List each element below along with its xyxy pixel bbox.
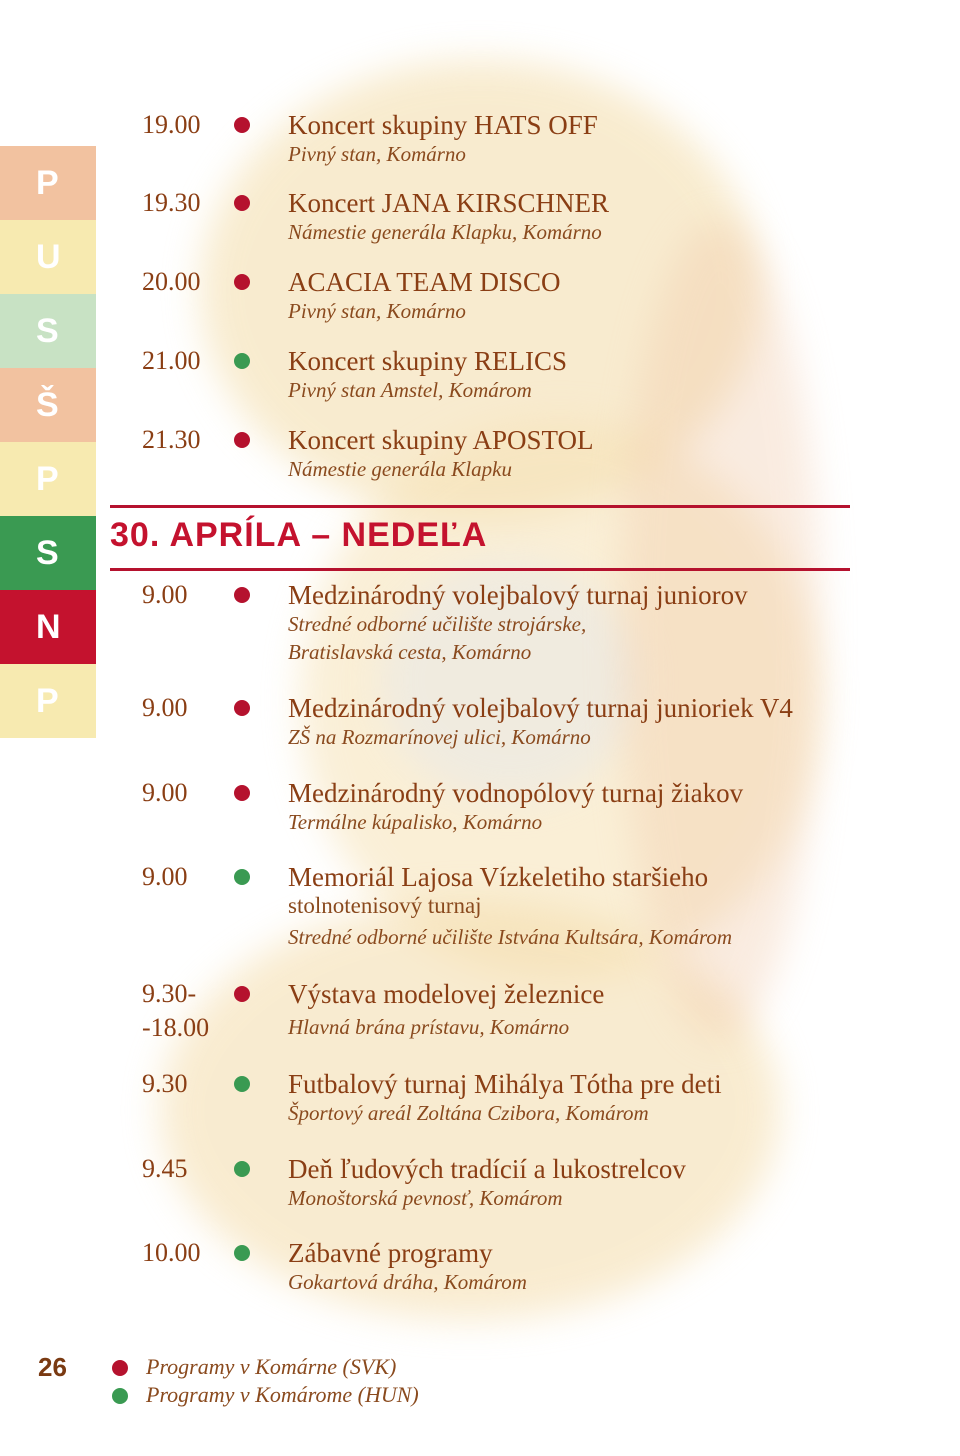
page-number: 26	[38, 1352, 67, 1382]
venue-dot-icon	[234, 1245, 250, 1261]
event-title: Medzinárodný volejbalový turnaj junioriek V4	[288, 693, 793, 723]
side-tab: S	[0, 294, 96, 368]
event-time: 9.30	[142, 1069, 188, 1098]
event-place: Stredné odborné učilište strojárske,	[288, 612, 587, 636]
event-title: Zábavné programy	[288, 1238, 493, 1268]
event-time: 9.45	[142, 1154, 188, 1183]
event-title: Medzinárodný volejbalový turnaj juniorov	[288, 580, 748, 610]
event-place: Stredné odborné učilište Istvána Kultsára, Komárom	[288, 925, 733, 949]
venue-dot-icon	[234, 986, 250, 1002]
event-place: Športový areál Zoltána Czibora, Komárom	[288, 1101, 649, 1125]
event-place: Termálne kúpalisko, Komárno	[288, 810, 543, 834]
event-time: 21.30	[142, 425, 201, 454]
event-place: Bratislavská cesta, Komárno	[288, 640, 532, 664]
event-title: Výstava modelovej železnice	[288, 979, 605, 1009]
venue-dot-icon	[234, 432, 250, 448]
event-place: Námestie generála Klapku, Komárno	[288, 220, 602, 244]
legend-green-dot-icon	[112, 1388, 128, 1404]
venue-dot-icon	[234, 587, 250, 603]
event-place: Pivný stan Amstel, Komárom	[288, 378, 532, 402]
event-time: 20.00	[142, 267, 201, 296]
event-time: 9.00	[142, 693, 188, 722]
side-tab: U	[0, 220, 96, 294]
side-tab: Š	[0, 368, 96, 442]
event-time: 19.30	[142, 188, 201, 217]
legend-label-hun: Programy v Komárome (HUN)	[146, 1382, 419, 1407]
event-time: 9.00	[142, 862, 188, 891]
legend-label-svk: Programy v Komárne (SVK)	[146, 1354, 397, 1379]
side-tab: P	[0, 442, 96, 516]
event-title: Medzinárodný vodnopólový turnaj žiakov	[288, 778, 744, 808]
venue-dot-icon	[234, 195, 250, 211]
side-tab: S	[0, 516, 96, 590]
legend-red-dot-icon	[112, 1360, 128, 1376]
event-time: 21.00	[142, 346, 201, 375]
event-place: Pivný stan, Komárno	[288, 142, 466, 166]
side-tab: N	[0, 590, 96, 664]
event-time: 9.00	[142, 580, 188, 609]
venue-dot-icon	[234, 1076, 250, 1092]
event-time: 19.00	[142, 110, 201, 139]
event-place: Pivný stan, Komárno	[288, 299, 466, 323]
event-time: 9.00	[142, 778, 188, 807]
event-subtitle: stolnotenisový turnaj	[288, 893, 482, 918]
venue-dot-icon	[234, 353, 250, 369]
side-tab: P	[0, 664, 96, 738]
event-place: Monoštorská pevnosť, Komárom	[288, 1186, 563, 1210]
event-place: Hlavná brána prístavu, Komárno	[288, 1015, 570, 1039]
event-title: ACACIA TEAM DISCO	[288, 267, 561, 297]
event-title: Futbalový turnaj Mihálya Tótha pre deti	[288, 1069, 722, 1099]
event-title: Koncert JANA KIRSCHNER	[288, 188, 609, 218]
event-time: 10.00	[142, 1238, 201, 1267]
heading-rule-top	[110, 505, 850, 508]
venue-dot-icon	[234, 700, 250, 716]
event-title: Koncert skupiny RELICS	[288, 346, 567, 376]
venue-dot-icon	[234, 117, 250, 133]
event-time: -18.00	[142, 1013, 210, 1042]
venue-dot-icon	[234, 869, 250, 885]
heading-rule-bottom	[110, 568, 850, 571]
venue-dot-icon	[234, 785, 250, 801]
event-title: Deň ľudových tradícií a lukostrelcov	[288, 1154, 686, 1184]
event-place: Gokartová dráha, Komárom	[288, 1270, 527, 1294]
event-title: Memoriál Lajosa Vízkeletiho staršieho	[288, 862, 709, 892]
event-title: Koncert skupiny APOSTOL	[288, 425, 594, 455]
day-heading: 30. APRÍLA – NEDEĽA	[110, 516, 488, 554]
venue-dot-icon	[234, 274, 250, 290]
side-tab: P	[0, 146, 96, 220]
event-time: 9.30-	[142, 979, 197, 1008]
venue-dot-icon	[234, 1161, 250, 1177]
event-title: Koncert skupiny HATS OFF	[288, 110, 598, 140]
event-place: ZŠ na Rozmarínovej ulici, Komárno	[288, 725, 591, 749]
side-tab-strip	[0, 146, 96, 738]
event-place: Námestie generála Klapku	[288, 457, 512, 481]
